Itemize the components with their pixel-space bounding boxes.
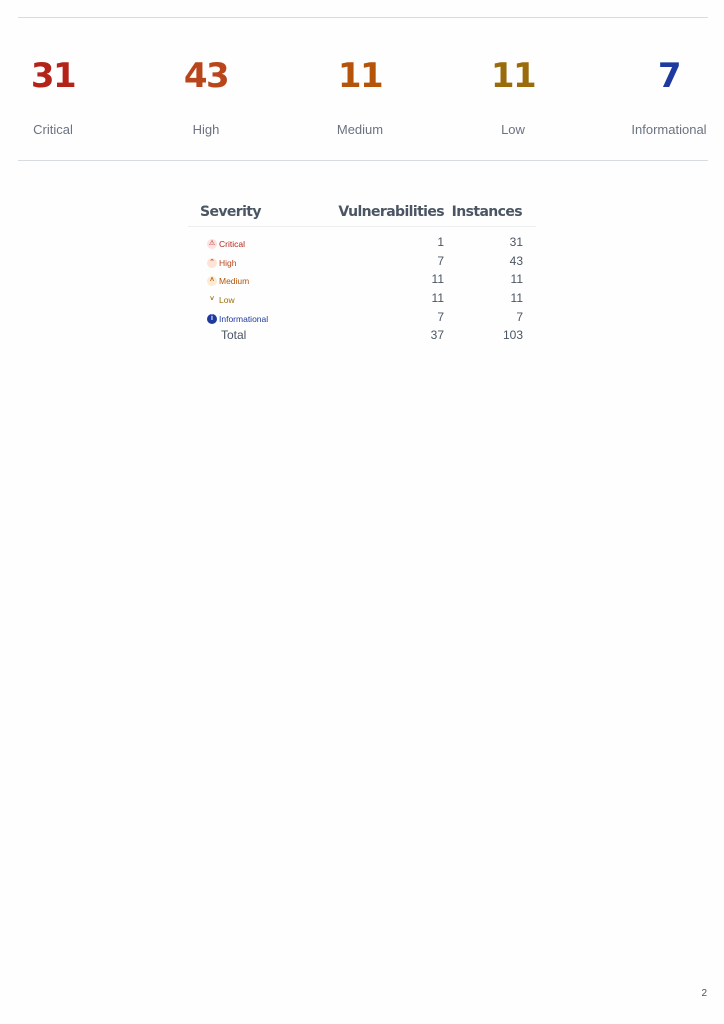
high-count: 43	[183, 56, 229, 96]
chevron-up-icon: ˄	[207, 276, 217, 286]
instances-cell: 11	[510, 291, 523, 306]
medium-count: 11	[337, 56, 383, 96]
severity-label: Medium	[219, 276, 250, 287]
chevron-down-icon: ˅	[209, 296, 215, 304]
severity-header: Severity	[188, 198, 320, 227]
page-number: 2	[701, 988, 707, 999]
instances-cell: 11	[510, 272, 523, 287]
severity-pill-critical	[207, 238, 245, 250]
summary-informational	[609, 54, 724, 138]
informational-count: 7	[657, 56, 681, 96]
low-count: 11	[490, 56, 536, 96]
severity-pill-informational	[207, 313, 268, 325]
table-row	[188, 289, 536, 308]
critical-label: Critical	[33, 122, 73, 137]
summary-medium	[300, 54, 420, 138]
severity-pill-medium	[207, 275, 249, 287]
severity-label: High	[219, 257, 237, 268]
summary-high	[146, 54, 266, 138]
top-divider	[18, 17, 708, 18]
vulnerabilities-cell: 1	[437, 235, 444, 250]
low-label: Low	[501, 122, 525, 137]
severity-pill-low	[207, 294, 235, 306]
severity-table	[188, 198, 536, 345]
instances-cell: 31	[509, 235, 523, 250]
severity-summary	[0, 54, 724, 154]
vulnerabilities-header: Vulnerabilities	[320, 198, 444, 227]
table-header-row	[188, 198, 536, 227]
total-instances: 103	[502, 328, 523, 343]
vulnerabilities-cell: 7	[437, 309, 444, 324]
severity-pill-high	[207, 257, 236, 269]
critical-count: 31	[30, 56, 76, 96]
vulnerabilities-cell: 11	[431, 272, 444, 287]
double-chevron-up-icon: ⌃	[207, 258, 217, 268]
summary-critical	[0, 54, 113, 138]
instances-header: Instances	[444, 198, 536, 227]
table-row	[188, 227, 536, 252]
high-label: High	[192, 122, 220, 137]
instances-cell: 7	[516, 309, 523, 324]
total-label: Total	[221, 328, 247, 343]
table-row	[188, 270, 536, 289]
medium-label: Medium	[336, 122, 384, 137]
severity-label: Informational	[219, 313, 269, 324]
vulnerabilities-cell: 11	[431, 291, 444, 306]
instances-cell: 43	[509, 253, 523, 268]
table-row	[188, 307, 536, 326]
total-vulnerabilities: 37	[430, 328, 444, 343]
informational-label: Informational	[631, 122, 707, 137]
bottom-divider	[18, 160, 708, 161]
summary-low	[453, 54, 573, 138]
severity-label: Low	[219, 295, 235, 306]
vulnerabilities-cell: 7	[437, 253, 444, 268]
info-icon: i	[207, 314, 217, 324]
table-total-row	[188, 326, 536, 345]
warning-triangle-icon: ⚠	[208, 240, 216, 248]
table-row	[188, 252, 536, 271]
severity-label: Critical	[219, 239, 245, 250]
